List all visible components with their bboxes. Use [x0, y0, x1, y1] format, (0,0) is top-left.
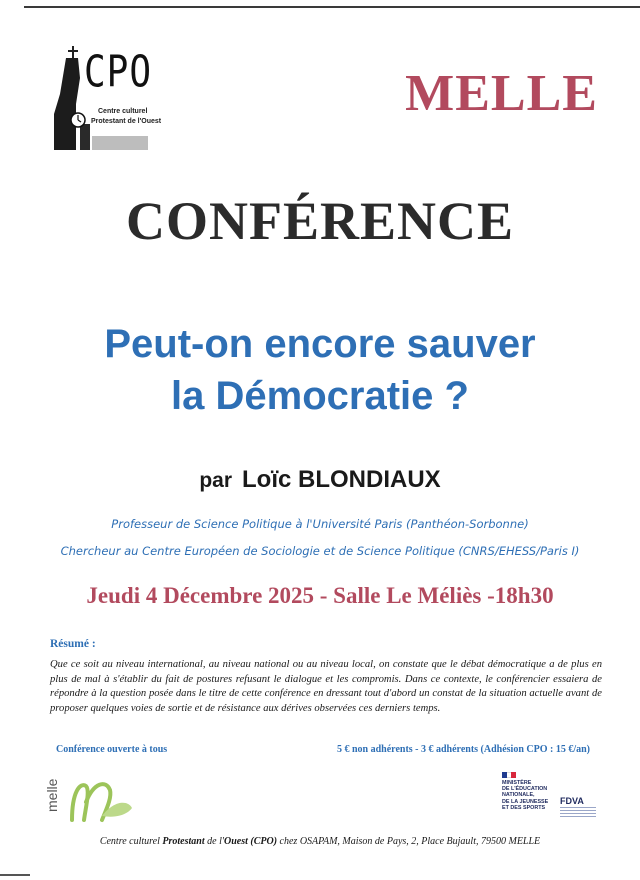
footer-address	[0, 836, 640, 847]
event-date-venue: Jeudi 4 Décembre 2025 - Salle Le Méliès -18h30	[86, 583, 554, 608]
french-flag-icon	[502, 772, 516, 778]
open-to-all: Conférence ouverte à tous	[56, 744, 168, 755]
event-title	[0, 318, 640, 422]
melle-leaf-icon	[50, 772, 140, 828]
bottom-rule	[0, 874, 30, 876]
footer-bold-1: Protestant	[162, 836, 205, 847]
top-rule	[24, 6, 640, 8]
footer-prefix: Centre culturel	[99, 836, 160, 847]
cpo-logo	[50, 44, 160, 154]
fdva-logo	[560, 796, 600, 820]
speaker-role-1: Professeur de Science Politique à l'Université Paris (Panthéon-Sorbonne)	[111, 517, 529, 531]
speaker-line	[0, 466, 640, 494]
footer-mid: de l'	[207, 836, 224, 847]
fdva-subtitle-lines	[560, 807, 596, 817]
speaker-name: Loïc BLONDIAUX	[242, 466, 441, 493]
fdva-acronym: FDVA	[560, 796, 584, 806]
footer-bold-2: Ouest (CPO)	[223, 836, 278, 847]
melle-logo	[44, 772, 140, 828]
resume-label: Résumé :	[50, 638, 96, 650]
cpo-subtitle-1: Centre culturel	[98, 108, 148, 115]
resume-text: Que ce soit au niveau international, au niveau national ou au niveau local, on constate que le débat démocratique a de plus en plus de mal à s'établir du fait de postures refusant le dialogue et les compromis. Dans ce contexte, le conférencier essaiera de répondre à la question posée dans le titre de cette conférence en dressant tout d'abord un constat de la situation actuelle avant de proposer quelques voies de sortie et de résistance aux dérives observées ces derniers temps.	[50, 659, 602, 714]
event-kind-heading: CONFÉRENCE	[125, 191, 515, 251]
cpo-acronym: CPO	[84, 48, 153, 98]
city-heading: MELLE	[405, 65, 598, 122]
price-info: 5 € non adhérents - 3 € adhérents (Adhésion CPO : 15 €/an)	[337, 744, 590, 755]
event-title-line-1: Peut-on encore sauver	[104, 322, 536, 366]
ministry-logo	[498, 772, 558, 820]
cpo-subtitle-2: Protestant de l'Ouest	[91, 118, 162, 125]
speaker-by: par	[199, 469, 232, 492]
ministry-name: MINISTÈRE DE L'ÉDUCATION NATIONALE, DE LA JEUNESSE ET DES SPORTS	[502, 780, 549, 811]
footer-suffix: chez OSAPAM, Maison de Pays, 2, Place Bujault, 79500 MELLE	[279, 836, 541, 847]
melle-word: melle	[44, 778, 60, 812]
speaker-role-2: Chercheur au Centre Européen de Sociologie et de Science Politique (CNRS/EHESS/Paris I)	[60, 544, 580, 558]
event-title-line-2: la Démocratie ?	[171, 374, 469, 418]
